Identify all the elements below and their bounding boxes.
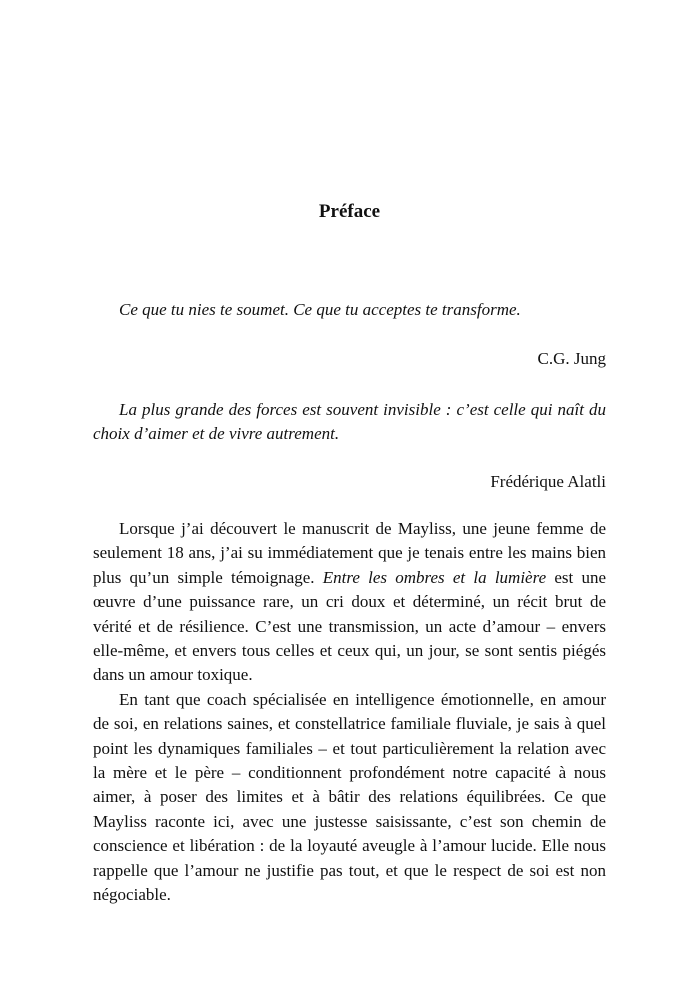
epigraph-quote-jung: Ce que tu nies te soumet. Ce que tu acceptes te transforme. [119, 300, 521, 319]
paragraph-1 [93, 517, 606, 688]
epigraph-author-alatli: Frédérique Alatli [490, 472, 606, 491]
epigraph-author-jung: C.G. Jung [537, 349, 606, 368]
paragraph-1-part-1: Lorsque j’ai découvert le manuscrit de Mayliss, une jeune femme de seulement 18 ans, j’ai su immédiatement que je tenais entre les mains bien plus qu’un simple témoignage. [93, 519, 606, 587]
epigraph-quote-alatli: La plus grande des forces est souvent invisible : c’est celle qui naît du choix d’aimer et de vivre autrement. [93, 400, 606, 443]
page-title: Préface [318, 201, 381, 222]
document-page [93, 0, 606, 992]
preface-body [93, 517, 606, 908]
paragraph-1-part-2: est une œuvre d’une puissance rare, un cri doux et déterminé, un récit brut de vérité et de résilience. C’est une transmission, un acte d’amour – envers elle-même, et envers tous celles et ceux qui, un jour, se sont sentis piégés dans un amour toxique. [93, 567, 606, 685]
paragraph-2: En tant que coach spécialisée en intelligence émotionnelle, en amour de soi, en relations saines, et constellatrice familiale fluviale, je sais à quel point les dynamiques familiales – et tout particulièrement la relation avec la mère et le père – conditionnent profondément notre capacité à nous aimer, à poser des limites et à bâtir des relations équilibrées. Ce que Mayliss raconte ici, avec une justesse saisissante, c’est son chemin de conscience et libération : de la loyauté aveugle à l’amour lucide. Elle nous rappelle que l’amour ne justifie pas tout, et que le respect de soi est non négociable. [93, 689, 606, 905]
book-title: Entre les ombres et la lumière [322, 567, 547, 587]
